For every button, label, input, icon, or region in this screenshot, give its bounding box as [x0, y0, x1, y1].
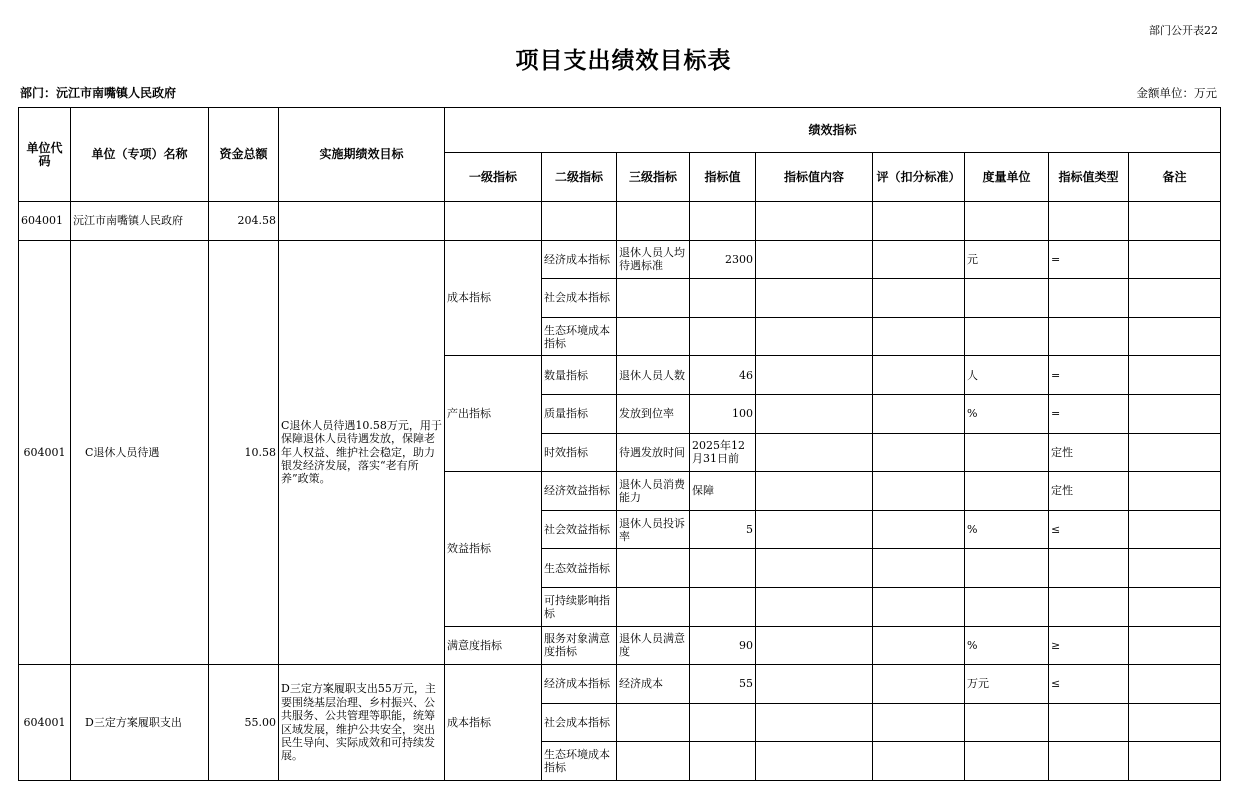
form-number: 部门公开表22	[1149, 24, 1218, 37]
indicator-value	[690, 317, 756, 356]
indicator-measure-unit	[965, 279, 1049, 318]
header-score: 评（扣分标准）	[873, 153, 965, 202]
indicator-score	[873, 703, 965, 742]
indicator-level1: 产出指标	[445, 356, 542, 472]
indicator-value-content	[756, 356, 873, 395]
indicator-level2: 社会效益指标	[542, 510, 617, 549]
header-measure-unit: 度量单位	[965, 153, 1049, 202]
indicator-value-type: =	[1049, 394, 1129, 433]
indicator-level3	[617, 742, 690, 781]
indicator-value-content	[756, 703, 873, 742]
summary-amount: 204.58	[209, 202, 279, 241]
indicator-level3: 退休人员消费能力	[617, 472, 690, 511]
indicator-value-type	[1049, 279, 1129, 318]
indicator-level2: 经济效益指标	[542, 472, 617, 511]
indicator-score	[873, 549, 965, 588]
indicator-level1: 满意度指标	[445, 626, 542, 665]
indicator-level2: 生态环境成本指标	[542, 317, 617, 356]
indicator-remark	[1129, 587, 1221, 626]
indicator-level3	[617, 279, 690, 318]
indicator-value	[690, 279, 756, 318]
amount-unit-label: 金额单位：万元	[1136, 86, 1217, 100]
indicator-measure-unit: 元	[965, 240, 1049, 279]
indicator-value-type	[1049, 549, 1129, 588]
indicator-remark	[1129, 472, 1221, 511]
header-level3: 三级指标	[617, 153, 690, 202]
indicator-remark	[1129, 626, 1221, 665]
page-title: 项目支出绩效目标表	[515, 48, 732, 74]
indicator-score	[873, 317, 965, 356]
indicator-level2: 服务对象满意度指标	[542, 626, 617, 665]
indicator-value: 100	[690, 394, 756, 433]
indicator-level2: 数量指标	[542, 356, 617, 395]
header-indicators: 绩效指标	[445, 108, 1221, 153]
indicator-score	[873, 279, 965, 318]
indicator-value-type: 定性	[1049, 472, 1129, 511]
indicator-value-type	[1049, 703, 1129, 742]
indicator-remark	[1129, 433, 1221, 472]
indicator-score	[873, 240, 965, 279]
indicator-value-content	[756, 240, 873, 279]
indicator-measure-unit	[965, 317, 1049, 356]
indicator-row	[19, 240, 1221, 279]
indicator-remark	[1129, 549, 1221, 588]
header-level1: 一级指标	[445, 153, 542, 202]
indicator-measure-unit: 人	[965, 356, 1049, 395]
indicator-level2: 时效指标	[542, 433, 617, 472]
indicator-measure-unit	[965, 703, 1049, 742]
project-code: 604001	[19, 665, 71, 781]
header-value-type: 指标值类型	[1049, 153, 1129, 202]
indicator-level3	[617, 317, 690, 356]
header-level2: 二级指标	[542, 153, 617, 202]
indicator-measure-unit	[965, 587, 1049, 626]
indicator-level2: 生态环境成本指标	[542, 742, 617, 781]
indicator-level3: 发放到位率	[617, 394, 690, 433]
indicator-value-content	[756, 626, 873, 665]
indicator-level3	[617, 549, 690, 588]
indicator-level3: 退休人员满意度	[617, 626, 690, 665]
indicator-level3: 退休人员人数	[617, 356, 690, 395]
indicator-measure-unit	[965, 549, 1049, 588]
indicator-value	[690, 587, 756, 626]
indicator-remark	[1129, 279, 1221, 318]
project-name: D三定方案履职支出	[71, 665, 209, 781]
indicator-value-content	[756, 394, 873, 433]
header-unit-code: 单位代码	[19, 108, 71, 202]
project-amount: 55.00	[209, 665, 279, 781]
performance-target-table	[18, 107, 1221, 781]
indicator-level2: 社会成本指标	[542, 703, 617, 742]
department-label: 部门：沅江市南嘴镇人民政府	[20, 86, 177, 100]
indicator-value: 46	[690, 356, 756, 395]
project-name: C退休人员待遇	[71, 240, 209, 665]
project-goal: D三定方案履职支出55万元，主要围绕基层治理、乡村振兴、公共服务、公共管理等职能，统筹区域发展，维护公共安全，突出民生导向、实际成效和可持续发展。	[279, 665, 445, 781]
indicator-score	[873, 665, 965, 704]
summary-name: 沅江市南嘴镇人民政府	[71, 202, 209, 241]
indicator-value-content	[756, 742, 873, 781]
indicator-value-type	[1049, 742, 1129, 781]
indicator-value-content	[756, 317, 873, 356]
indicator-remark	[1129, 240, 1221, 279]
indicator-level3	[617, 703, 690, 742]
indicator-value-content	[756, 279, 873, 318]
indicator-remark	[1129, 317, 1221, 356]
indicator-value-content	[756, 472, 873, 511]
indicator-score	[873, 510, 965, 549]
indicator-remark	[1129, 742, 1221, 781]
indicator-measure-unit: %	[965, 394, 1049, 433]
indicator-value-type: =	[1049, 240, 1129, 279]
indicator-score	[873, 356, 965, 395]
header-remark: 备注	[1129, 153, 1221, 202]
indicator-value-type	[1049, 317, 1129, 356]
summary-code: 604001	[19, 202, 71, 241]
indicator-value-type: ≥	[1049, 626, 1129, 665]
summary-row	[19, 202, 1221, 241]
header-total-funds: 资金总额	[209, 108, 279, 202]
project-amount: 10.58	[209, 240, 279, 665]
indicator-level3	[617, 587, 690, 626]
indicator-remark	[1129, 510, 1221, 549]
indicator-value-type: =	[1049, 356, 1129, 395]
indicator-remark	[1129, 356, 1221, 395]
indicator-level1: 成本指标	[445, 665, 542, 781]
indicator-level1: 成本指标	[445, 240, 542, 356]
indicator-level2: 可持续影响指标	[542, 587, 617, 626]
indicator-value-content	[756, 587, 873, 626]
indicator-score	[873, 626, 965, 665]
indicator-level2: 社会成本指标	[542, 279, 617, 318]
indicator-level2: 生态效益指标	[542, 549, 617, 588]
indicator-value: 保障	[690, 472, 756, 511]
indicator-value	[690, 703, 756, 742]
indicator-value: 90	[690, 626, 756, 665]
indicator-value: 2025年12月31日前	[690, 433, 756, 472]
indicator-score	[873, 472, 965, 511]
indicator-level3: 退休人员投诉率	[617, 510, 690, 549]
indicator-value	[690, 742, 756, 781]
indicator-value-type: 定性	[1049, 433, 1129, 472]
header-value-content: 指标值内容	[756, 153, 873, 202]
indicator-measure-unit	[965, 433, 1049, 472]
indicator-value-type	[1049, 587, 1129, 626]
indicator-score	[873, 394, 965, 433]
indicator-measure-unit: 万元	[965, 665, 1049, 704]
indicator-level3: 待遇发放时间	[617, 433, 690, 472]
project-goal: C退休人员待遇10.58万元，用于保障退休人员待遇发放，保障老年人权益、维护社会稳定，助力银发经济发展，落实“老有所养”政策。	[279, 240, 445, 665]
indicator-remark	[1129, 703, 1221, 742]
indicator-level1: 效益指标	[445, 472, 542, 626]
indicator-remark	[1129, 394, 1221, 433]
indicator-remark	[1129, 665, 1221, 704]
project-code: 604001	[19, 240, 71, 665]
indicator-score	[873, 433, 965, 472]
indicator-value-content	[756, 510, 873, 549]
indicator-level3: 退休人员人均待遇标准	[617, 240, 690, 279]
indicator-row	[19, 665, 1221, 704]
indicator-value-content	[756, 549, 873, 588]
header-value: 指标值	[690, 153, 756, 202]
indicator-score	[873, 587, 965, 626]
indicator-value: 5	[690, 510, 756, 549]
header-unit-name: 单位（专项）名称	[71, 108, 209, 202]
indicator-level2: 经济成本指标	[542, 240, 617, 279]
indicator-value: 55	[690, 665, 756, 704]
indicator-value-content	[756, 433, 873, 472]
indicator-measure-unit: %	[965, 510, 1049, 549]
header-goal: 实施期绩效目标	[279, 108, 445, 202]
indicator-measure-unit: %	[965, 626, 1049, 665]
indicator-level2: 质量指标	[542, 394, 617, 433]
indicator-value: 2300	[690, 240, 756, 279]
indicator-measure-unit	[965, 742, 1049, 781]
indicator-value-content	[756, 665, 873, 704]
indicator-value	[690, 549, 756, 588]
indicator-level2: 经济成本指标	[542, 665, 617, 704]
indicator-value-type: ≤	[1049, 510, 1129, 549]
indicator-score	[873, 742, 965, 781]
indicator-measure-unit	[965, 472, 1049, 511]
indicator-level3: 经济成本	[617, 665, 690, 704]
indicator-value-type: ≤	[1049, 665, 1129, 704]
